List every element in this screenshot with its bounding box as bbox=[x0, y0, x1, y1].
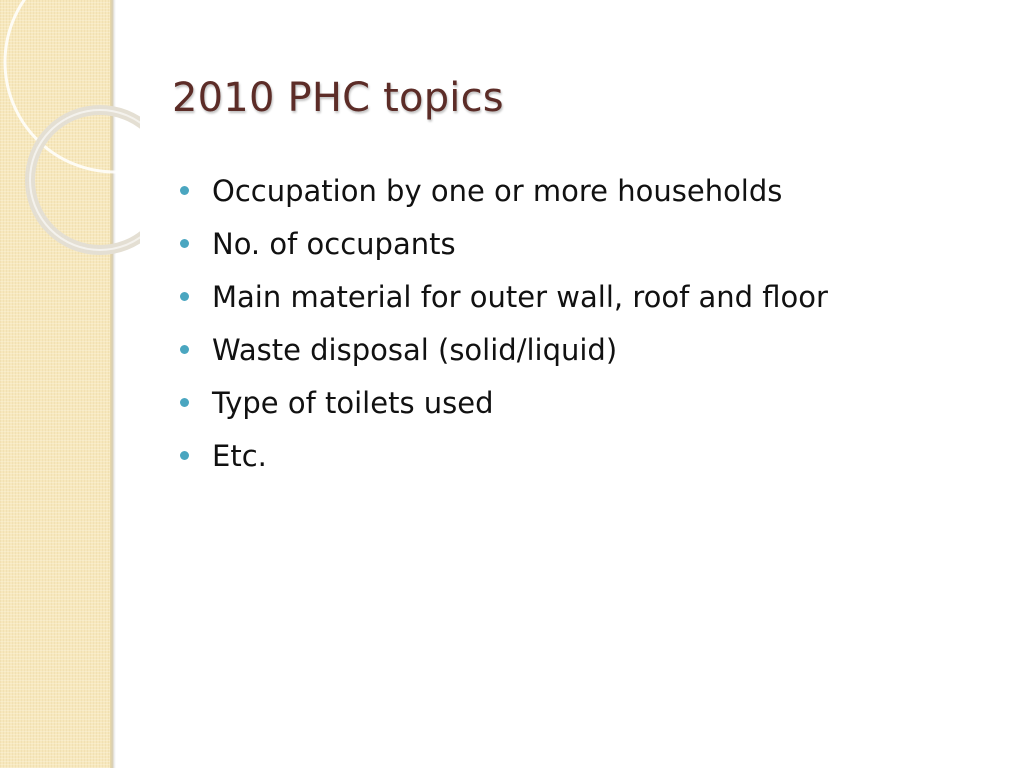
bullet-item bbox=[180, 376, 980, 429]
bullet-item bbox=[180, 217, 980, 270]
decorative-circles-icon bbox=[0, 0, 140, 280]
bullet-dot-icon bbox=[180, 239, 189, 248]
small-ring bbox=[30, 110, 140, 250]
slide-title: 2010 PHC topics bbox=[172, 75, 504, 121]
bullet-dot-icon bbox=[180, 186, 189, 195]
bullet-text: Main material for outer wall, roof and floor bbox=[212, 279, 828, 314]
bullet-text: Waste disposal (solid/liquid) bbox=[212, 332, 618, 367]
bullet-text: Type of toilets used bbox=[212, 385, 494, 420]
bullet-text: Occupation by one or more households bbox=[212, 173, 783, 208]
bullet-text: No. of occupants bbox=[212, 226, 456, 261]
bullet-item bbox=[180, 429, 980, 482]
bullet-dot-icon bbox=[180, 451, 189, 460]
bullet-text: Etc. bbox=[212, 438, 267, 473]
bullet-dot-icon bbox=[180, 345, 189, 354]
bullet-dot-icon bbox=[180, 292, 189, 301]
bullet-item bbox=[180, 164, 980, 217]
bullet-dot-icon bbox=[180, 398, 189, 407]
bullet-item bbox=[180, 270, 980, 323]
bullet-list bbox=[180, 164, 980, 482]
bullet-item bbox=[180, 323, 980, 376]
large-ring bbox=[5, 0, 140, 172]
